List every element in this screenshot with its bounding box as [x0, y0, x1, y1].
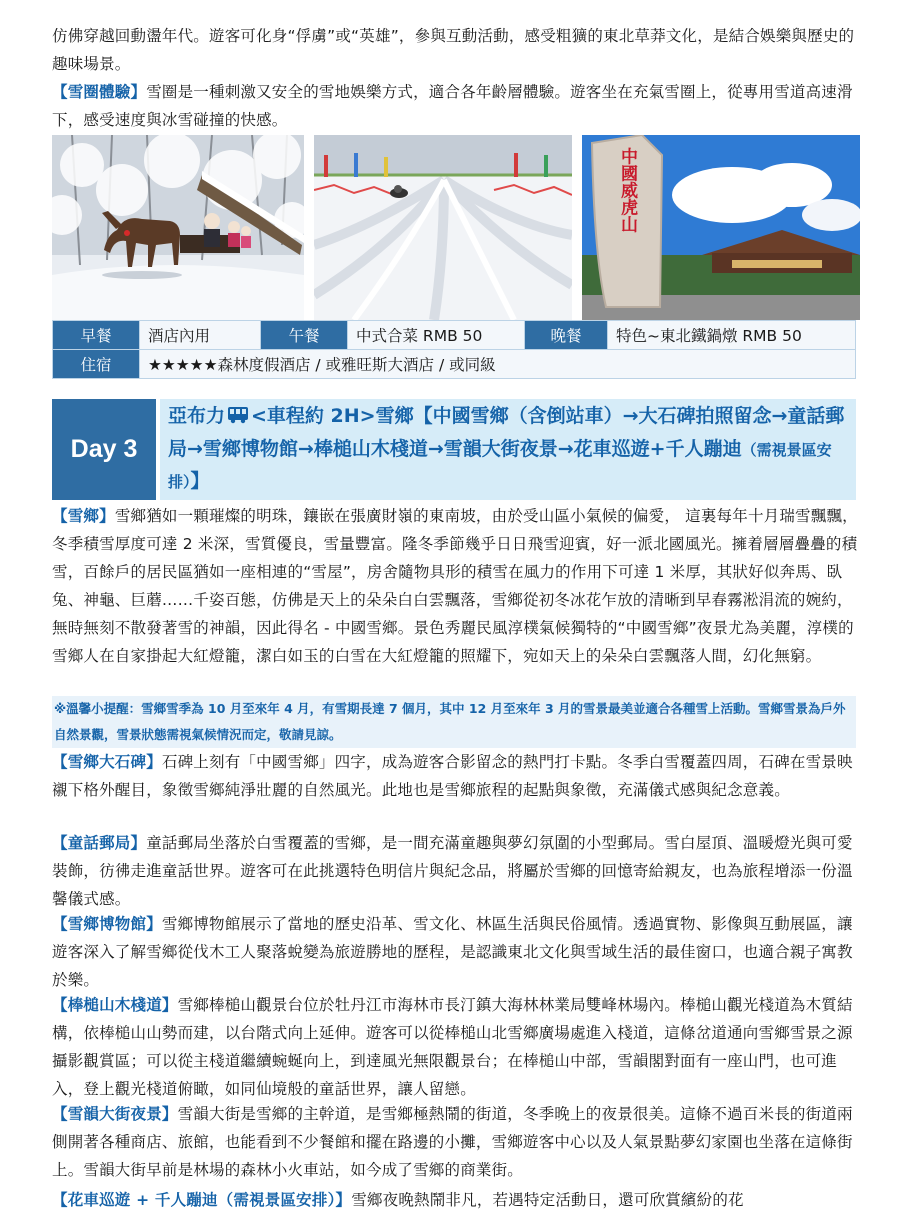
post-office-paragraph: 【童話郵局】童話郵局坐落於白雪覆蓋的雪鄉，是一間充滿童趣與夢幻氛圍的小型郵局。雪白屋頂、溫暖燈光與可愛裝飾，彷彿走進童話世界。遊客可在此挑選特色明信片與紀念品，將屬於雪鄉的回憶寄給親友，也為旅程增添一份溫馨儀式感。: [52, 834, 853, 908]
section-label: 【雪鄉大石碑】: [52, 753, 162, 771]
section-label: 【花車巡遊 + 千人蹦迪（需視景區安排）】: [52, 1191, 352, 1209]
dinner-label: 晚餐: [525, 321, 608, 350]
tip-note: ※溫馨小提醒：雪鄉雪季為 10 月至來年 4 月，有雪期長達 7 個月，其中 12 月至來年 3 月的雪景最美並適合各種雪上活動。雪鄉雪景為戶外自然景觀，雪景狀態需視氣候情況而定，敬請見諒。: [52, 696, 856, 748]
museum-paragraph: 【雪鄉博物館】雪鄉博物館展示了當地的歷史沿革、雪文化、林區生活與民俗風情。透過實物、影像與互動展區，讓遊客深入了解雪鄉從伐木工人聚落蛻變為旅遊勝地的歷程，是認識東北文化與雪域生活的最佳窗口，也適合親子寓教於樂。: [52, 915, 853, 989]
breakfast-value: 酒店內用: [140, 321, 261, 350]
parade-paragraph: 【花車巡遊 + 千人蹦迪（需視景區安排）】雪鄉夜晚熱鬧非凡，若遇特定活動日，還可欣賞繽紛的花: [52, 1191, 744, 1209]
dinner-value: 特色~東北鐵鍋燉 RMB 50: [608, 321, 856, 350]
section-label: 【雪鄉】: [52, 507, 115, 525]
hotel-label: 住宿: [53, 350, 140, 379]
section-label: 【童話郵局】: [52, 834, 147, 852]
section-label: 【棒槌山木棧道】: [52, 996, 178, 1014]
hotel-value: ★★★★★森林度假酒店 / 或雅旺斯大酒店 / 或同級: [140, 350, 856, 379]
stele-paragraph: 【雪鄉大石碑】石碑上刻有「中國雪鄉」四字，成為遊客合影留念的熱門打卡點。冬季白雪覆蓋四周，石碑在雪景映襯下格外醒目，象徵雪鄉純淨壯麗的自然風光。此地也是雪鄉旅程的起點與象徵，充滿儀式感與紀念意義。: [52, 753, 853, 799]
snow-tube-photo: [314, 135, 572, 320]
meal-table: [52, 320, 856, 379]
intro-paragraph: 仿佛穿越回動盪年代。遊客可化身“俘虜”或“英雄”，參與互動活動，感受粗獷的東北草莽文化，是結合娛樂與歷史的趣味場景。: [52, 27, 855, 73]
day-header: [52, 399, 856, 500]
section-label: 【雪韻大街夜景】: [52, 1105, 178, 1123]
xuexiang-paragraph: 【雪鄉】雪鄉猶如一顆璀燦的明珠，鑲嵌在張廣財嶺的東南坡，由於受山區小氣候的偏愛， 這裏每年十月瑞雪飄飄，冬季積雪厚度可達 2 米深，雪質優良，雪量豐富。隆冬季節幾乎日日飛雪迎賓，好一派北國風光。擁着層層疊疊的積雪，百餘戶的居民區猶如一座相連的“雪屋”，房舍隨物具形的積雪在風力的作用下可達 1 米厚，其狀好似奔馬、臥兔、神龜、巨蘑……千姿百態，仿佛是天上的朵朵白白雲飄落，雪鄉從初冬冰花乍放的清晰到早春霧淞涓流的婉約，無時無刻不散發著雪的神韻，因此得名 - 中國雪鄉。景色秀麗民風淳樸氣候獨特的“中國雪鄉”夜景尤為美麗，淳樸的雪鄉人在自家掛起大紅燈籠，潔白如玉的白雪在大紅燈籠的照耀下，宛如天上的朵朵白雲飄落人間，幻化無窮。: [52, 507, 858, 665]
lunch-value: 中式合菜 RMB 50: [348, 321, 525, 350]
section-label: 【雪鄉博物館】: [52, 915, 162, 933]
stele-inscription: 中國威虎山: [617, 147, 637, 233]
street-paragraph: 【雪韻大街夜景】雪韻大街是雪鄉的主幹道，是雪鄉極熱鬧的街道，冬季晚上的夜景很美。這條不過百米長的街道兩側開著各種商店、旅館，也能看到不少餐館和擺在路邊的小攤，雪鄉遊客中心以及人氣景點夢幻家園也坐落在這條街上。雪韻大街早前是林場的森林小火車站，如今成了雪鄉的商業街。: [52, 1105, 853, 1179]
snow-tube-paragraph: 【雪圈體驗】雪圈是一種刺激又安全的雪地娛樂方式，適合各年齡層體驗。遊客坐在充氣雪圈上，從專用雪道高速滑下，感受速度與冰雪碰撞的快感。: [52, 83, 853, 129]
photo-strip: [52, 135, 860, 320]
day-title: 亞布力 <車程約 2H>雪鄉【中國雪鄉（含倒站車）→大石碑拍照留念→童話郵局→雪鄉博物館→棒槌山木棧道→雪韻大街夜景→花車巡遊+千人蹦迪（需視景區安排）】: [160, 399, 856, 500]
section-label: 【雪圈體驗】: [52, 83, 147, 101]
lunch-label: 午餐: [261, 321, 348, 350]
stone-stele-photo: [582, 135, 860, 320]
day-label: Day 3: [52, 399, 156, 500]
breakfast-label: 早餐: [53, 321, 140, 350]
horse-sleigh-photo: [52, 135, 304, 320]
boardwalk-paragraph: 【棒槌山木棧道】雪鄉棒槌山觀景台位於牡丹江市海林市長汀鎮大海林林業局雙峰林場內。棒槌山觀光棧道為木質結構，依棒槌山山勢而建，以台階式向上延伸。遊客可以從棒槌山北雪鄉廣場處進入棧道，這條岔道通向雪鄉雪景之源攝影觀賞區；可以從主棧道繼續蜿蜒向上，到達風光無限觀景台；在棒槌山中部，雪韻閣對面有一座山門，也可進入，登上觀光棧道俯瞰，如同仙境般的童話世界，讓人留戀。: [52, 996, 853, 1098]
bus-icon: [227, 403, 249, 434]
